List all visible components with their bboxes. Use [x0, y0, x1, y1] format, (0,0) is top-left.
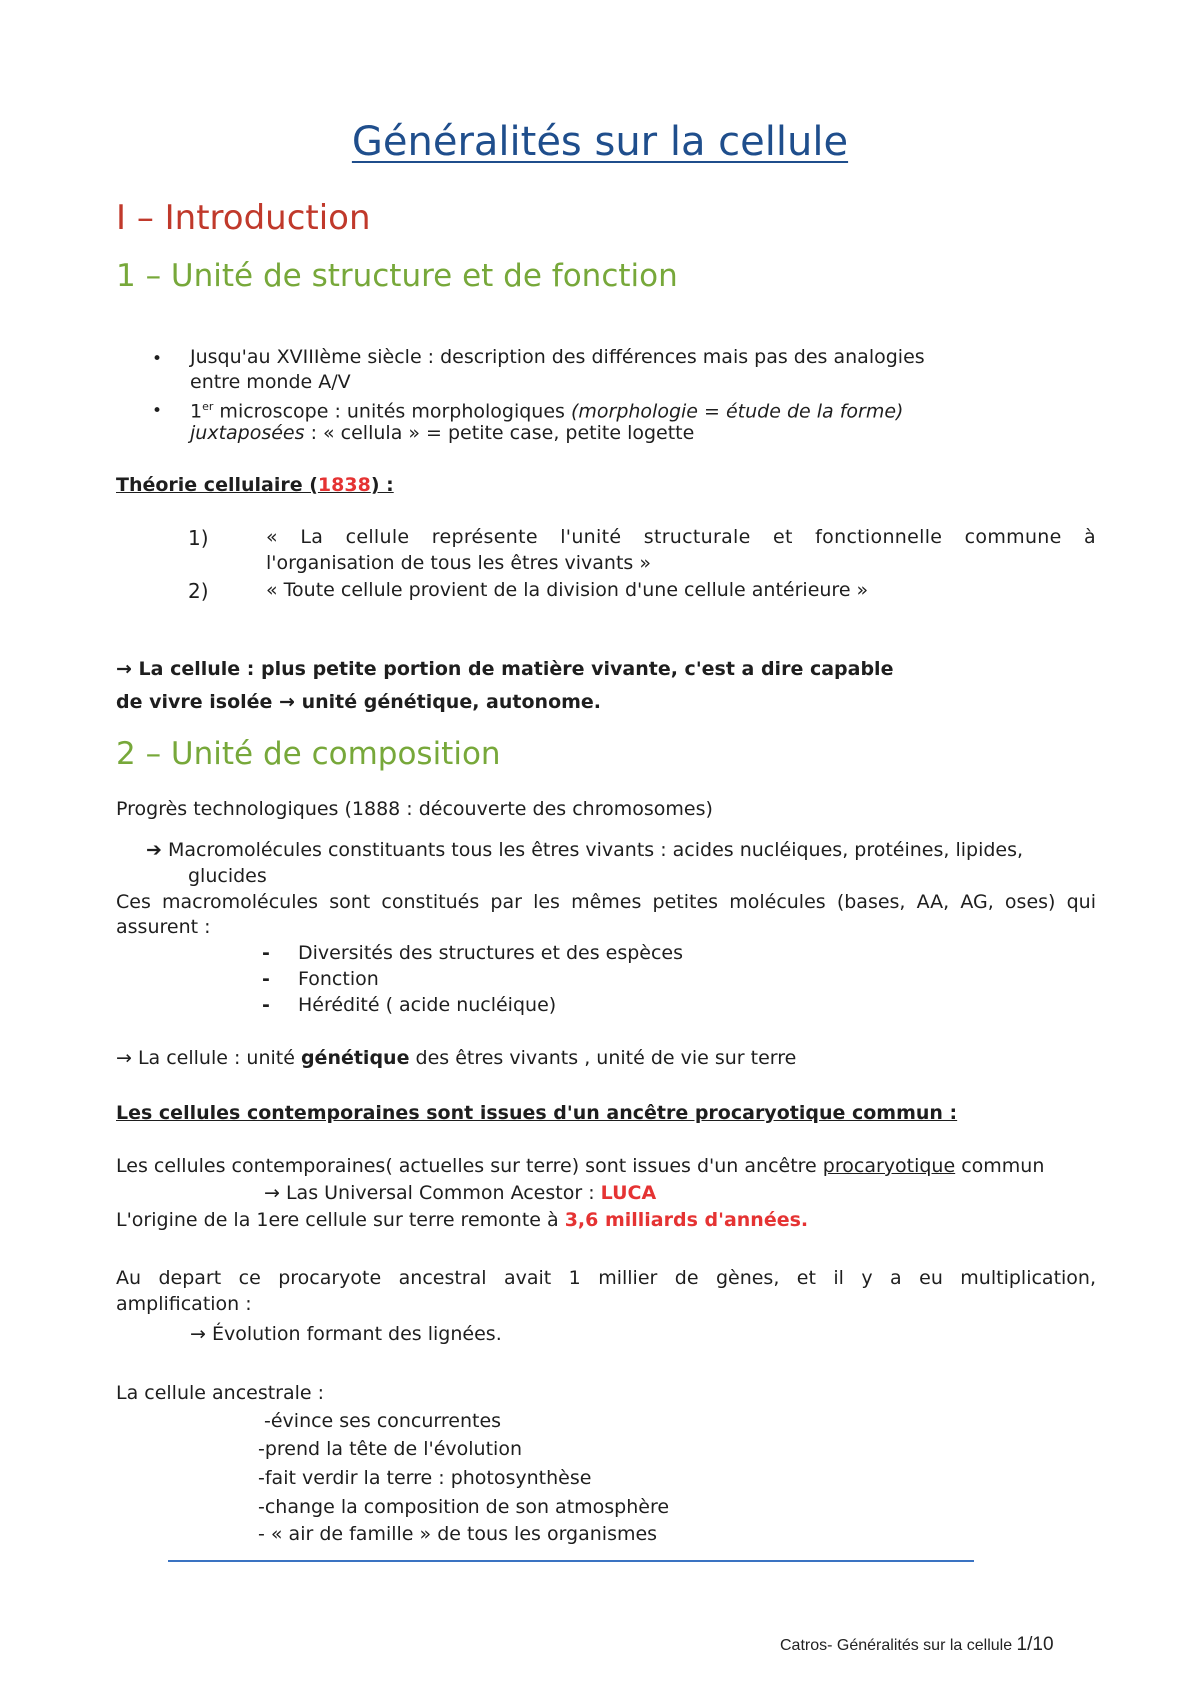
ancestral-item: -évince ses concurrentes	[264, 1410, 502, 1432]
numbered-marker: 1)	[188, 526, 209, 550]
paragraph-line: Ces macromolécules sont constitués par les mêmes petites molécules (bases, AA, AG, oses) qui	[116, 891, 1096, 913]
footer-divider	[168, 1560, 974, 1562]
numbered-text-continuation: l'organisation de tous les êtres vivants »	[266, 552, 651, 574]
footer	[780, 1634, 1054, 1656]
luca-line-pre: Les cellules contemporaines( actuelles sur terre) sont issues d'un ancêtre	[116, 1155, 823, 1177]
theory-heading	[116, 472, 394, 498]
dash-item: Diversités des structures et des espèces	[298, 942, 684, 964]
ancestral-item: - « air de famille » de tous les organismes	[258, 1523, 658, 1545]
luca-heading: Les cellules contemporaines sont issues d'un ancêtre procaryotique commun :	[116, 1102, 958, 1124]
numbered-text: « Toute cellule provient de la division d'une cellule antérieure »	[266, 579, 869, 601]
origin-pre: L'origine de la 1ere cellule sur terre remonte à	[116, 1209, 565, 1231]
arrow-item-continuation: glucides	[188, 865, 267, 887]
paragraph-line: assurent :	[116, 916, 211, 938]
luca-acronym-line	[264, 1180, 656, 1206]
page-number: 1/10	[1016, 1634, 1054, 1655]
progress-text: Progrès technologiques (1888 : découverte des chromosomes)	[116, 798, 713, 820]
genetic-unit-bold: génétique	[300, 1047, 410, 1069]
ancestral-item: -prend la tête de l'évolution	[258, 1438, 522, 1460]
bullet-ordinal: 1	[190, 400, 203, 423]
subsection-heading-structure: 1 – Unité de structure et de fonction	[116, 258, 678, 294]
bullet-marker: •	[152, 401, 163, 421]
luca-line-post: commun	[955, 1155, 1045, 1177]
numbered-text: « La cellule représente l'unité structurale et fonctionnelle commune à	[266, 526, 1096, 548]
footer-text: Catros- Généralités sur la cellule	[780, 1637, 1013, 1654]
numbered-marker: 2)	[188, 579, 209, 603]
evolution-line: → Évolution formant des lignées.	[190, 1323, 502, 1345]
page-title: Généralités sur la cellule	[351, 119, 849, 165]
bullet-text-continuation: entre monde A/V	[190, 371, 351, 393]
bullet-text-rest: : « cellula » = petite case, petite logette	[304, 422, 695, 444]
genetic-unit-pre: → La cellule : unité	[116, 1047, 301, 1069]
bullet-ordinal-suffix: er	[202, 400, 214, 413]
ancestral-item: -change la composition de son atmosphère	[258, 1496, 670, 1518]
dash-marker: -	[262, 942, 270, 964]
subsection-heading-composition: 2 – Unité de composition	[116, 736, 501, 772]
luca-line	[116, 1153, 1044, 1179]
bullet-text-italic: (morphologie = étude de la forme)	[570, 400, 904, 423]
bullet-text: Jusqu'au XVIIIème siècle : description des différences mais pas des analogies	[190, 346, 925, 368]
dash-item: Hérédité ( acide nucléique)	[298, 994, 557, 1016]
ancestral-label: La cellule ancestrale :	[116, 1382, 325, 1404]
depart-line: amplification :	[116, 1293, 252, 1315]
ancestral-item: -fait verdir la terre : photosynthèse	[258, 1467, 592, 1489]
arrow-item: ➔ Macromolécules constituants tous les êtres vivants : acides nucléiques, protéines, lipides,	[146, 839, 1024, 861]
theory-year: 1838	[317, 474, 371, 496]
genetic-unit-line	[116, 1045, 796, 1071]
bullet-text-main: microscope : unités morphologiques	[213, 400, 571, 423]
dash-item: Fonction	[298, 968, 379, 990]
bullet-italic-word: juxtaposées	[190, 422, 305, 444]
theory-label-end: ) :	[370, 474, 394, 496]
section-heading-introduction: I – Introduction	[116, 198, 371, 238]
dash-marker: -	[262, 968, 270, 990]
depart-line: Au depart ce procaryote ancestral avait 1 millier de gènes, et il y a eu multiplication,	[116, 1267, 1096, 1289]
conclusion-line: → La cellule : plus petite portion de matière vivante, c'est a dire capable	[116, 658, 894, 680]
origin-line	[116, 1207, 808, 1233]
conclusion-line: de vivre isolée → unité génétique, autonome.	[116, 691, 602, 713]
bullet-marker: •	[152, 349, 163, 369]
bullet-text-continuation	[190, 420, 694, 446]
origin-highlight: 3,6 milliards d'années.	[564, 1209, 809, 1231]
luca-acronym-pre: → Las Universal Common Acestor :	[264, 1182, 601, 1204]
dash-marker: -	[262, 994, 270, 1016]
genetic-unit-post: des êtres vivants , unité de vie sur terre	[409, 1047, 797, 1069]
luca-line-underlined: procaryotique	[822, 1155, 956, 1177]
theory-label: Théorie cellulaire (	[116, 474, 318, 496]
luca-acronym: LUCA	[600, 1182, 657, 1204]
